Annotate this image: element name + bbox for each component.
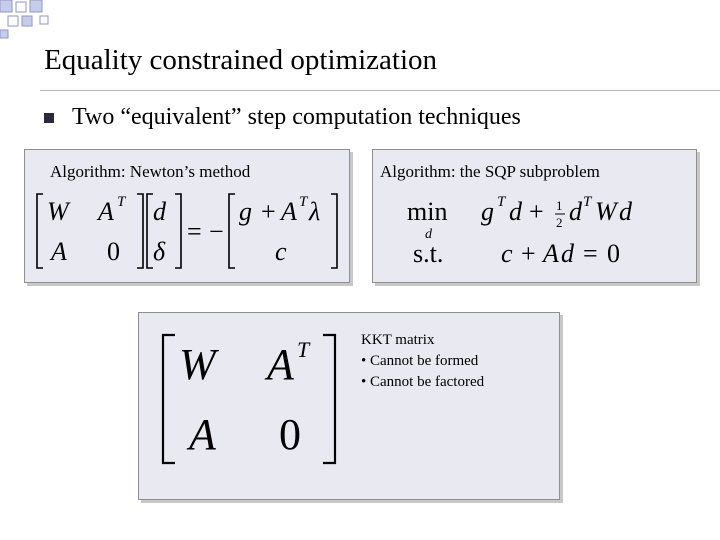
sqp-frac-num: 1 bbox=[556, 198, 563, 213]
kkt-matrix-zero: 0 bbox=[279, 410, 301, 459]
kkt-matrix-sup-T: T bbox=[297, 337, 310, 362]
kkt-note-factored: • Cannot be factored bbox=[361, 374, 485, 390]
kkt-notes bbox=[361, 330, 484, 393]
sqp-obj-d3: d bbox=[619, 197, 632, 226]
sqp-obj-d2: d bbox=[569, 197, 582, 226]
newton-matrix-zero: 0 bbox=[107, 237, 120, 266]
sqp-obj-plus: + bbox=[529, 197, 544, 226]
bullet-text: Two “equivalent” step computation techniques bbox=[72, 104, 521, 130]
newton-rhs-g: g bbox=[239, 197, 252, 226]
newton-matrix-sup-T: T bbox=[117, 194, 126, 210]
kkt-matrix-W: W bbox=[179, 340, 216, 389]
sqp-con-d: d bbox=[561, 239, 574, 268]
sqp-con-zero: 0 bbox=[607, 239, 620, 268]
newton-rhs-plus: + bbox=[261, 197, 276, 226]
sqp-st: s.t. bbox=[413, 239, 444, 268]
sqp-min: min bbox=[407, 197, 448, 226]
newton-rhs-lambda: λ bbox=[309, 197, 321, 226]
sqp-caption: Algorithm: the SQP subproblem bbox=[380, 162, 600, 181]
sqp-obj-W: W bbox=[595, 197, 617, 226]
kkt-note-formed: • Cannot be formed bbox=[361, 353, 479, 369]
newton-rhs-sup-T: T bbox=[299, 194, 308, 210]
sqp-frac-den: 2 bbox=[556, 215, 563, 230]
sqp-obj-g-sup: T bbox=[497, 194, 506, 210]
sqp-con-A: A bbox=[543, 239, 559, 268]
sqp-con-c: c bbox=[501, 239, 513, 268]
sqp-min-sub-d: d bbox=[425, 227, 432, 242]
sqp-obj-d1: d bbox=[509, 197, 522, 226]
newton-matrix-A: A bbox=[98, 197, 114, 226]
newton-minus: − bbox=[209, 217, 224, 246]
kkt-matrix-A: A bbox=[267, 340, 294, 389]
bullet-square-icon bbox=[44, 113, 54, 123]
sqp-con-eq: = bbox=[583, 239, 598, 268]
slide-title: Equality constrained optimization bbox=[44, 44, 438, 76]
newton-caption: Algorithm: Newton’s method bbox=[50, 162, 251, 181]
sqp-con-plus: + bbox=[521, 239, 536, 268]
sqp-obj-g: g bbox=[481, 197, 494, 226]
kkt-matrix-box bbox=[138, 312, 560, 500]
kkt-matrix bbox=[139, 313, 349, 499]
newton-equals: = bbox=[187, 217, 202, 246]
newton-vector-delta: δ bbox=[153, 237, 166, 266]
newton-rhs-A: A bbox=[281, 197, 297, 226]
kkt-matrix-A-lower: A bbox=[189, 410, 216, 459]
newton-method-box bbox=[24, 149, 350, 283]
newton-rhs-c: c bbox=[275, 237, 287, 266]
newton-vector-d: d bbox=[153, 197, 166, 226]
title-divider bbox=[40, 90, 720, 91]
newton-matrix-A-lower: A bbox=[51, 237, 67, 266]
newton-matrix-W: W bbox=[47, 197, 69, 226]
sqp-obj-d2-sup: T bbox=[583, 194, 592, 210]
corner-decoration bbox=[0, 0, 720, 40]
kkt-label: KKT matrix bbox=[361, 332, 435, 348]
sqp-subproblem-box bbox=[372, 149, 697, 283]
sqp-equation bbox=[373, 150, 696, 282]
newton-equation bbox=[25, 150, 349, 282]
